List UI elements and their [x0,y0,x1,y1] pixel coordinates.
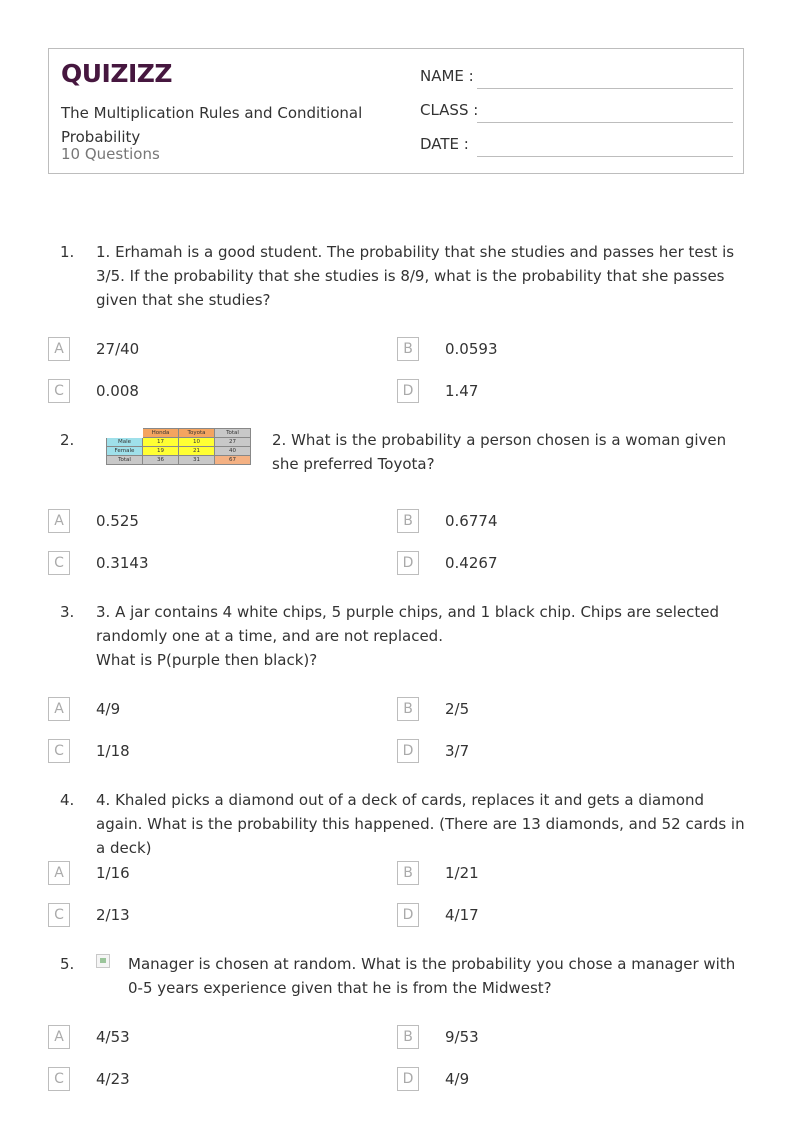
date-field[interactable] [420,135,733,159]
option-text: 0.3143 [96,554,149,572]
class-label: CLASS : [420,101,479,119]
table-header: Honda [143,429,179,438]
option-letter: B [397,697,419,721]
option-letter: A [48,697,70,721]
option-letter: D [397,903,419,927]
question-text: 3. A jar contains 4 white chips, 5 purple chips, and 1 black chip. Chips are selected randomly one at a time, and are not replaced. What is P(purple then black)? [96,603,720,669]
option-letter: C [48,903,70,927]
table-cell: 17 [143,438,179,447]
question-table-image [106,428,251,465]
option-letter: C [48,379,70,403]
option-text: 2/13 [96,906,130,924]
table-header: Toyota [179,429,215,438]
option-text: 4/9 [445,1070,470,1088]
table-cell: 40 [215,447,251,456]
date-label: DATE : [420,135,469,153]
name-label: NAME : [420,67,474,85]
option-text: 1/16 [96,864,130,882]
option-letter: A [48,509,70,533]
date-line[interactable] [477,156,733,157]
question-text: 1. Erhamah is a good student. The probability that she studies and passes her test is 3/5. If the probability that she studies is 8/9, what is the probability that she passes given that she studies? [96,243,735,309]
option-text: 4/53 [96,1028,130,1046]
option-letter: C [48,739,70,763]
option-letter: B [397,1025,419,1049]
table-cell: 31 [179,456,215,465]
name-line[interactable] [477,88,733,89]
option-text: 0.6774 [445,512,498,530]
option-text: 27/40 [96,340,140,358]
question-text: 4. Khaled picks a diamond out of a deck of cards, replaces it and gets a diamond again. What is the probability this happened. (There are 13 diamonds, and 52 cards in a deck) [96,791,745,857]
question-number: 4. [60,791,75,809]
option-text: 4/17 [445,906,479,924]
option-text: 0.4267 [445,554,498,572]
option-letter: C [48,551,70,575]
option-letter: B [397,337,419,361]
table-cell: 27 [215,438,251,447]
table-cell: 67 [215,456,251,465]
option-letter: D [397,551,419,575]
option-letter: D [397,739,419,763]
broken-image-icon [96,954,110,968]
name-field[interactable] [420,67,733,91]
table-row-label: Total [107,456,143,465]
class-field[interactable] [420,101,733,125]
option-text: 1.47 [445,382,479,400]
option-text: 3/7 [445,742,470,760]
question-text: Manager is chosen at random. What is the probability you chose a manager with 0-5 years experience given that he is from the Midwest? [128,955,736,997]
option-letter: A [48,1025,70,1049]
question-number: 1. [60,243,75,261]
table-row-label: Female [107,447,143,456]
option-text: 1/18 [96,742,130,760]
worksheet-title: The Multiplication Rules and Conditional Probability [61,104,363,146]
option-text: 9/53 [445,1028,479,1046]
table-corner [107,429,143,438]
table-cell: 21 [179,447,215,456]
option-letter: B [397,861,419,885]
option-letter: A [48,861,70,885]
quizizz-logo: QUIZIZZ [61,59,173,88]
option-letter: C [48,1067,70,1091]
option-text: 1/21 [445,864,479,882]
option-letter: B [397,509,419,533]
option-letter: D [397,379,419,403]
class-line[interactable] [477,122,733,123]
option-text: 4/23 [96,1070,130,1088]
question-number: 2. [60,431,75,449]
question-number: 3. [60,603,75,621]
table-cell: 19 [143,447,179,456]
option-text: 0.008 [96,382,139,400]
table-row-label: Male [107,438,143,447]
question-number: 5. [60,955,75,973]
table-header: Total [215,429,251,438]
option-text: 4/9 [96,700,121,718]
table-cell: 36 [143,456,179,465]
question-count: 10 Questions [61,145,160,163]
option-letter: A [48,337,70,361]
question-text: 2. What is the probability a person chosen is a woman given she preferred Toyota? [272,431,727,473]
table-cell: 10 [179,438,215,447]
option-letter: D [397,1067,419,1091]
worksheet-header [48,48,744,174]
option-text: 2/5 [445,700,470,718]
option-text: 0.0593 [445,340,498,358]
option-text: 0.525 [96,512,139,530]
